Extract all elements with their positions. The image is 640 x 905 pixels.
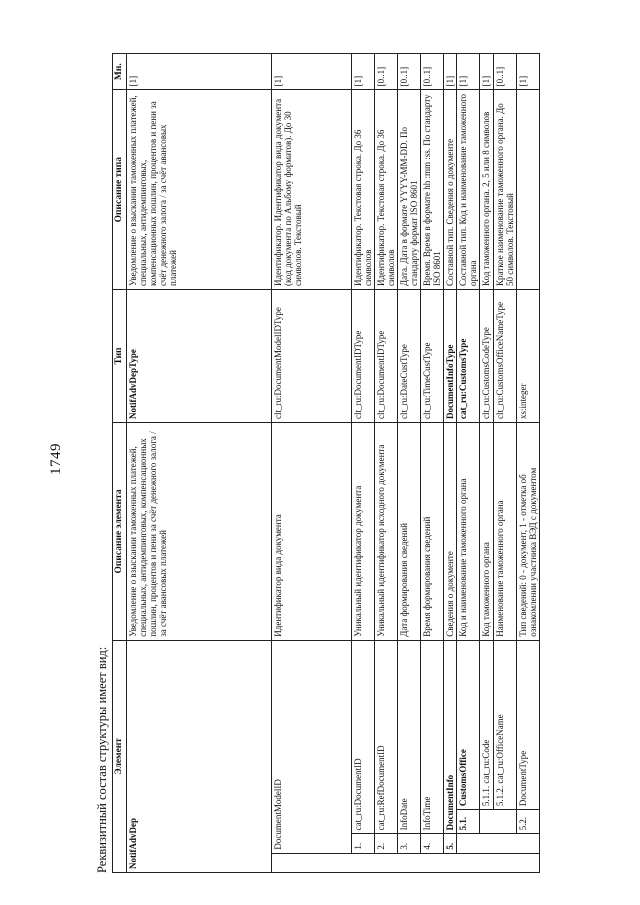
element-description: Код таможенного органа: [480, 423, 493, 641]
multiplicity: [1]: [351, 54, 374, 90]
element-description: Уведомление о взыскании таможенных платежей, специальных, антидемпинговых, компенсационных пошлин, процентов и пени за счёт денежного залога / за счёт авансовых платежей: [126, 423, 271, 641]
type-name: clt_ru:CustomsOfficeNameType: [493, 289, 516, 422]
multiplicity: [1]: [271, 54, 351, 90]
multiplicity: [1]: [480, 54, 493, 90]
type-description: Идентификатор. Текстовая строка. До 36 символов: [374, 90, 397, 290]
element-name-text: cat_ru:Code: [481, 739, 492, 784]
element-name: cat_ru:DocumentID: [351, 640, 374, 834]
table-row: [351, 54, 374, 873]
col-header-mult: Мн.: [113, 54, 127, 90]
table-row: [421, 54, 444, 873]
type-description: Составной тип. Сведения о документе: [444, 90, 457, 290]
table-row: [374, 54, 397, 873]
type-name: clt_ru:DateCustType: [397, 289, 420, 422]
element-description: Время формирования сведений: [421, 423, 444, 641]
row-number: 2.: [374, 834, 397, 853]
col-header-element: Элемент: [113, 640, 127, 872]
row-number: 1.: [351, 834, 374, 853]
multiplicity: [1]: [126, 54, 271, 90]
element-description: Код и наименование таможенного органа: [457, 423, 480, 641]
element-name: cat_ru:RefDocumentID: [374, 640, 397, 834]
intro-text: Реквизитный состав структуры имеет вид:: [95, 646, 109, 873]
element-description: Наименование таможенного органа: [493, 423, 516, 641]
element-name-text: cat_ru:OfficeName: [494, 714, 505, 784]
row-number: 5.1.1.: [481, 785, 492, 807]
multiplicity: [0..1]: [421, 54, 444, 90]
multiplicity: [0..1]: [493, 54, 516, 90]
element-description: Уникальный идентификатор документа: [351, 423, 374, 641]
col-header-type: Тип: [113, 289, 127, 422]
table-row: [271, 54, 351, 873]
multiplicity: [0..1]: [374, 54, 397, 90]
type-name: clt_ru:DocumentIDType: [351, 289, 374, 422]
table-row: [516, 54, 539, 873]
row-number: 5.1.2.: [494, 785, 505, 807]
multiplicity: [1]: [457, 54, 480, 90]
type-description: Код таможенного органа. 2, 5 или 8 символов: [480, 90, 493, 290]
type-description: Время. Время в формате hh :mm :ss. По стандарту ISO 8601: [421, 90, 444, 290]
multiplicity: [0..1]: [397, 54, 420, 90]
row-number: 3.: [397, 834, 420, 853]
col-header-element-desc: Описание элемента: [113, 423, 127, 641]
col-header-type-desc: Описание типа: [113, 90, 127, 290]
element-description: Тип сведений: 0 - документ, 1 - отметка об ознакомлении участника ВЭД с документом: [516, 423, 539, 641]
table-row: [457, 54, 480, 873]
header-row: [113, 54, 127, 873]
multiplicity: [1]: [444, 54, 457, 90]
element-name: DocumentInfo: [444, 640, 457, 834]
element-name: DocumentType: [516, 640, 539, 809]
element-name: CustomsOffice: [457, 640, 480, 809]
element-description: Сведения о документе: [444, 423, 457, 641]
type-name: clt_ru:TimeCustType: [421, 289, 444, 422]
type-name: clt_ru:DocumentIDType: [374, 289, 397, 422]
element-name: [493, 640, 516, 809]
row-number: 5.2.: [516, 810, 539, 834]
type-name: DocumentInfoType: [444, 289, 457, 422]
type-name: clt_ru:DocumentModelIDType: [271, 289, 351, 422]
table-row: [480, 54, 493, 873]
type-name: clt_ru:CustomsCodeType: [480, 289, 493, 422]
type-description: Уведомление о взыскании таможенных платежей, специальных, антидемпинговых, компенсационных пошлин, процентов и пени за счёт денежного залога / за счёт авансовых платежей: [126, 90, 271, 290]
type-description: Дата. Дата в формате YYYY-MM-DD. По стандарту формат ISO 8601: [397, 90, 420, 290]
multiplicity: [1]: [516, 54, 539, 90]
table-row: [126, 54, 271, 873]
element-name: InfoTime: [421, 640, 444, 834]
type-name: xs:integer: [516, 289, 539, 422]
type-description: [516, 90, 539, 290]
page-number: 1749: [48, 443, 64, 475]
row-number: 4.: [421, 834, 444, 853]
type-description: Краткое наименование таможенного органа. До 50 символов. Текстовый: [493, 90, 516, 290]
row-number: 5.1.: [457, 810, 480, 834]
row-number: 5.: [444, 834, 457, 853]
element-description: Идентификатор вида документа: [271, 423, 351, 641]
element-name: NotifAdvDep: [126, 640, 271, 872]
type-name: cat_ru:CustomsType: [457, 289, 480, 422]
type-description: Идентификатор. Текстовая строка. До 36 символов: [351, 90, 374, 290]
element-description: Дата формирования сведений: [397, 423, 420, 641]
element-name: [480, 640, 493, 809]
element-description: Уникальный идентификатор исходного документа: [374, 423, 397, 641]
type-description: Составной тип. Код и наименование таможенного органа: [457, 90, 480, 290]
table-row: [493, 54, 516, 873]
type-name: NotifAdvDepType: [126, 289, 271, 422]
table-row: [444, 54, 457, 873]
structure-table: [112, 53, 540, 873]
element-name: InfoDate: [397, 640, 420, 834]
type-description: Идентификатор. Идентификатор вида документа (код документа по Альбому форматов). До 30 символов. Текстовый: [271, 90, 351, 290]
element-name: DocumentModelID: [271, 640, 351, 853]
table-row: [397, 54, 420, 873]
